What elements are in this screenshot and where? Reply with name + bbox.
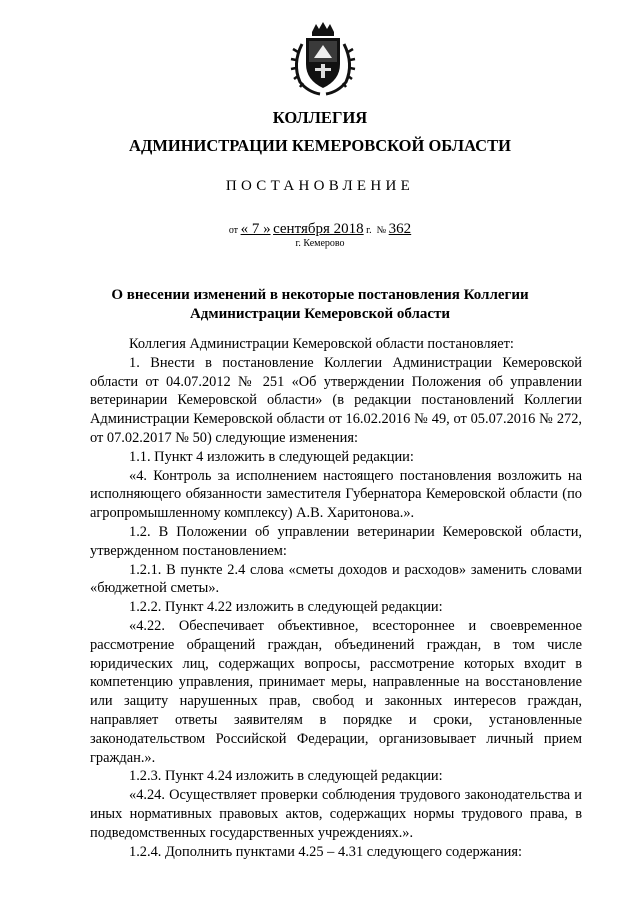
paragraph: 1.2.4. Дополнить пунктами 4.25 – 4.31 следующего содержания:	[129, 843, 523, 860]
paragraph: «4. Контроль за исполнением настоящего постановления возложить на исполняющего обязанности заместителя Губернатора Кемеровской области (по агропромышленному комплексу) А.В. Харитонова.».	[90, 467, 582, 522]
document-type: ПОСТАНОВЛЕНИЕ	[225, 178, 415, 194]
date-year-suffix: г.	[366, 225, 372, 236]
paragraph: 1.2.3. Пункт 4.24 изложить в следующей редакции:	[129, 768, 443, 785]
paragraph: 1. Внести в постановление Коллегии Администрации Кемеровской области от 04.07.2012 № 251 «Об утверждении Положения об управлении ветеринарии Кемеровской области» (в редакции постановлений Коллегии Администрации Кемеровской области от 16.02.2016 № 49, от 05.07.2016 № 272, от 07.02.2017 № 50) следующие изменения:	[90, 354, 582, 446]
date-day: « 7 »	[240, 221, 271, 237]
paragraph: 1.2.1. В пункте 2.4 слова «сметы доходов и расходов» заменить словами «бюджетной сметы».	[90, 561, 582, 597]
document-title	[105, 286, 535, 324]
paragraph: 1.1. Пункт 4 изложить в следующей редакции:	[129, 448, 414, 465]
paragraph: «4.22. Обеспечивает объективное, всестороннее и своевременное рассмотрение обращений граждан, объединений граждан, в том числе юридических лиц, содержащих вопросы, рассмотрение которых входит в компетенцию управления, принимает меры, направленные на восстановление или защиту нарушенных прав, свобод и законных интересов граждан, направляет ответы заявителям в порядке и сроки, установленные законодательством Российской Федерации, организовывает личный прием граждан.».	[90, 617, 582, 766]
paragraph: Коллегия Администрации Кемеровской области постановляет:	[129, 336, 514, 352]
paragraph: «4.24. Осуществляет проверки соблюдения трудового законодательства и иных нормативных правовых актов, содержащих нормы трудового права, в подведомственных государственных учреждениях.».	[90, 787, 582, 841]
coat-of-arms-emblem	[290, 20, 356, 96]
city-label: г. Кемерово	[295, 238, 345, 249]
document-number: 362	[388, 221, 412, 237]
paragraph: 1.2. В Положении об управлении ветеринарии Кемеровской области, утвержденном постановлением:	[90, 523, 582, 559]
org-name-line1: КОЛЛЕГИЯ	[272, 108, 368, 127]
date-from-label: от	[228, 225, 239, 236]
date-month-year: сентября 2018	[273, 221, 364, 237]
document-body	[90, 335, 582, 861]
date-line	[0, 221, 640, 238]
number-sign: №	[376, 225, 387, 236]
title-line2: Администрации Кемеровской области	[189, 306, 451, 322]
org-name-line2: АДМИНИСТРАЦИИ КЕМЕРОВСКОЙ ОБЛАСТИ	[129, 136, 511, 155]
title-line1: О внесении изменений в некоторые постановления Коллегии	[111, 287, 529, 303]
paragraph: 1.2.2. Пункт 4.22 изложить в следующей редакции:	[129, 599, 443, 616]
